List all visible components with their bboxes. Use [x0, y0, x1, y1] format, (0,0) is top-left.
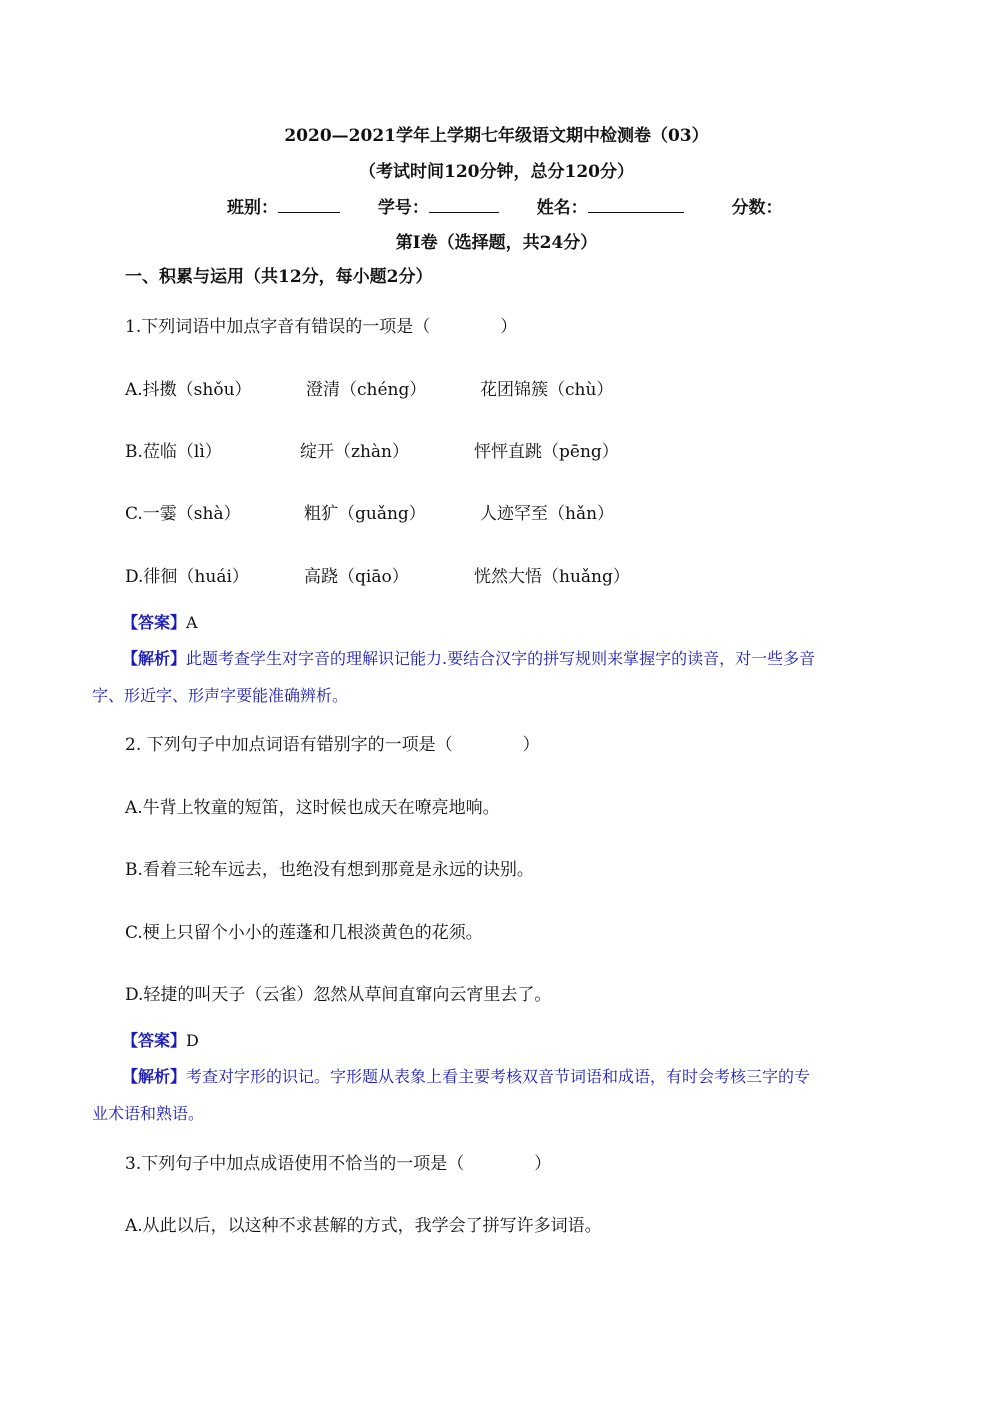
number-label: 学号：: [377, 198, 429, 218]
question-3-stem: [125, 1149, 551, 1174]
q1-option-c-word3: 人迹罕至（hǎn）: [480, 504, 615, 524]
q2-option-d: D.轻捷的叫天子（云雀）忽然从草间直窜向云宵里去了。: [125, 985, 552, 1005]
section-title: 一、积累与运用（共12分，每小题2分）: [125, 267, 433, 287]
q2-answer: [122, 1028, 199, 1051]
question-2-stem: [125, 730, 540, 755]
q1-option-d-word3: 恍然大悟（huǎng）: [474, 567, 630, 587]
explain-text: 考查对字形的识记。字形题从表象上看主要考核双音节词语和成语，有时会考核三字的专: [186, 1067, 811, 1086]
q1-answer: [122, 610, 198, 633]
score-label: 分数：: [731, 198, 783, 218]
q1-option-c-word2: 粗犷（guǎng）: [304, 504, 426, 524]
q2-explanation-line1: [122, 1064, 810, 1087]
q2-explanation-line2: 业术语和熟语。: [92, 1104, 205, 1123]
q3-option-a: A.从此以后，以这种不求甚解的方式，我学会了拼写许多词语。: [125, 1216, 602, 1236]
q1-option-b-word1: B.莅临（lì）: [125, 442, 222, 462]
q1-option-d-word2: 高跷（qiāo）: [304, 567, 409, 587]
answer-value: D: [186, 1031, 199, 1050]
part-title: 第Ⅰ卷（选择题，共24分）: [395, 233, 598, 253]
answer-tag: 【答案】: [122, 1031, 187, 1050]
exam-subtitle: （考试时间120分钟，总分120分）: [359, 162, 634, 182]
q1-option-a-word1: A.抖擞（shǒu）: [125, 380, 252, 400]
explain-tag: 【解析】: [122, 649, 187, 668]
class-blank[interactable]: [278, 194, 340, 213]
q1-option-c-word1: C.一霎（shà）: [125, 504, 241, 524]
q2-option-b: B.看着三轮车远去，也绝没有想到那竟是永远的诀别。: [125, 860, 534, 880]
question-3-text: 3.下列句子中加点成语使用不恰当的一项是（: [125, 1154, 465, 1174]
class-label: 班别：: [227, 198, 278, 218]
q1-explanation-line2: 字、形近字、形声字要能准确辨析。: [92, 686, 349, 705]
question-1-close: ）: [500, 317, 518, 337]
name-blank[interactable]: [588, 194, 684, 213]
q2-option-a: A.牛背上牧童的短笛，这时候也成天在嘹亮地响。: [125, 798, 500, 818]
question-2-text: 2. 下列句子中加点词语有错别字的一项是（: [125, 735, 453, 755]
student-info-row: [227, 193, 783, 218]
q1-option-a-word3: 花团锦簇（chù）: [480, 380, 614, 400]
q1-option-d-word1: D.徘徊（huái）: [125, 567, 249, 587]
question-3-close: ）: [534, 1154, 552, 1174]
number-blank[interactable]: [429, 194, 499, 213]
question-2-close: ）: [522, 735, 540, 755]
exam-title: 2020—2021学年上学期七年级语文期中检测卷（03）: [284, 126, 709, 146]
question-1-text: 1.下列词语中加点字音有错误的一项是（: [125, 317, 431, 337]
answer-value: A: [186, 613, 198, 632]
q1-explanation-line1: [122, 646, 815, 669]
q1-option-b-word2: 绽开（zhàn）: [300, 442, 409, 462]
explain-text: 此题考查学生对字音的理解识记能力.要结合汉字的拼写规则来掌握字的读音，对一些多音: [186, 649, 816, 668]
q1-option-b-word3: 怦怦直跳（pēng）: [474, 442, 619, 462]
name-label: 姓名：: [536, 198, 588, 218]
answer-tag: 【答案】: [122, 613, 187, 632]
q2-option-c: C.梗上只留个小小的莲蓬和几根淡黄色的花须。: [125, 923, 483, 943]
explain-tag: 【解析】: [122, 1067, 187, 1086]
question-1-stem: [125, 312, 517, 337]
q1-option-a-word2: 澄清（chéng）: [306, 380, 427, 400]
